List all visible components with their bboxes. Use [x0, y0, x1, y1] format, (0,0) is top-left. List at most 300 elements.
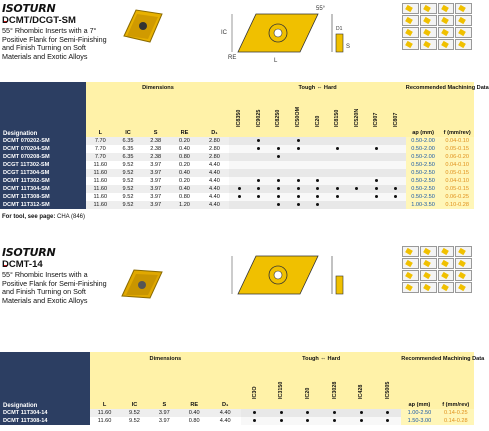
grade-cell: [288, 137, 308, 145]
dimension-cell: 4.40: [199, 161, 229, 169]
grade-cell: [386, 193, 406, 201]
grade-cell: [367, 137, 387, 145]
tool-thumb-icon[interactable]: [438, 282, 455, 293]
grade-label: IC50OM: [295, 106, 302, 127]
dim-col-header: IC: [120, 400, 150, 409]
dimension-cell: 11.60: [90, 417, 120, 425]
tool-thumb-icon[interactable]: [420, 270, 437, 281]
tool-thumb-icon[interactable]: [402, 246, 419, 257]
availability-dot-icon: [297, 179, 300, 182]
tool-thumb-icon[interactable]: [420, 39, 437, 50]
availability-dot-icon: [375, 179, 378, 182]
dim-col-header: S: [142, 128, 170, 137]
grade-label: IC807: [392, 112, 399, 127]
tool-thumb-icon[interactable]: [402, 270, 419, 281]
grade-cell: [308, 145, 328, 153]
table-row[interactable]: [0, 177, 474, 185]
f-header: f (mm/rev): [440, 128, 474, 137]
dimension-cell: 6.35: [114, 145, 142, 153]
tool-thumb-icon[interactable]: [402, 3, 419, 14]
dimension-cell: 4.40: [199, 169, 229, 177]
availability-dot-icon: [316, 203, 319, 206]
dimension-cell: 0.40: [179, 409, 209, 417]
tool-thumbnail-grid: [402, 3, 472, 50]
table-row[interactable]: [0, 169, 474, 177]
grade-cell: [375, 417, 402, 425]
grade-cell: [367, 169, 387, 177]
availability-dot-icon: [297, 147, 300, 150]
table-row[interactable]: [0, 417, 474, 425]
grade-cell: [249, 201, 269, 209]
tool-thumb-icon[interactable]: [402, 15, 419, 26]
grade-label: IC907: [373, 112, 380, 127]
grade-cell: [229, 137, 249, 145]
availability-dot-icon: [386, 411, 389, 414]
grade-cell: [288, 193, 308, 201]
table-row[interactable]: [0, 193, 474, 201]
availability-dot-icon: [316, 179, 319, 182]
ap-header: ap (mm): [401, 400, 437, 409]
dimension-cell: 3.97: [142, 177, 170, 185]
availability-dot-icon: [306, 411, 309, 414]
grade-cell: [288, 153, 308, 161]
grade-cell: [229, 177, 249, 185]
dimension-cell: 9.52: [114, 193, 142, 201]
grade-cell: [327, 193, 347, 201]
availability-dot-icon: [238, 187, 241, 190]
designation-cell: DCMT 11T304-14: [0, 409, 90, 417]
ap-value: 0.50-2.50: [406, 169, 441, 177]
dimensions-header: Dimensions: [86, 82, 229, 94]
dimension-cell: 11.60: [86, 185, 114, 193]
ap-value: 0.50-2.50: [406, 177, 441, 185]
grade-cell: [347, 145, 367, 153]
availability-dot-icon: [297, 195, 300, 198]
availability-dot-icon: [355, 187, 358, 190]
product-title: DCMT/DCGT-SM: [2, 15, 76, 26]
grade-col-spacer: [229, 128, 249, 137]
dimension-cell: 11.60: [86, 169, 114, 177]
grade-cell: [347, 201, 367, 209]
dimension-cell: 2.38: [142, 153, 170, 161]
grade-col-spacer: [386, 128, 406, 137]
grade-cell: [386, 177, 406, 185]
diagram-label-ic: IC: [221, 30, 227, 36]
availability-dot-icon: [333, 411, 336, 414]
availability-dot-icon: [306, 419, 309, 422]
dimension-cell: 2.80: [199, 137, 229, 145]
grade-cell: [321, 417, 348, 425]
grade-cell: [308, 177, 328, 185]
diagram-label-s: S: [346, 44, 351, 50]
dimension-cell: 4.40: [209, 417, 241, 425]
grade-cell: [308, 169, 328, 177]
dimension-cell: 3.97: [142, 161, 170, 169]
tool-thumb-icon[interactable]: [420, 258, 437, 269]
f-value: 0.05-0.15: [440, 169, 474, 177]
designation-cell: DCGT 11T304-SM: [0, 169, 86, 177]
availability-dot-icon: [257, 179, 260, 182]
grade-cell: [249, 177, 269, 185]
tough-hard-header: Tough ⇔ Hard: [241, 352, 401, 366]
tool-thumbnail-grid: [402, 246, 472, 293]
tool-thumb-icon[interactable]: [402, 282, 419, 293]
designation-cell: DCMT 11T304-SM: [0, 185, 86, 193]
table-row[interactable]: [0, 153, 474, 161]
designation-cell: DCMT 070208-SM: [0, 153, 86, 161]
dimension-cell: 0.80: [170, 193, 200, 201]
designation-cell: DCGT 11T302-SM: [0, 161, 86, 169]
grade-cell: [327, 137, 347, 145]
availability-dot-icon: [394, 187, 397, 190]
ap-value: 0.50-2.50: [406, 185, 441, 193]
grade-cell: [268, 417, 295, 425]
grade-col-spacer: [295, 400, 322, 409]
grade-cell: [308, 185, 328, 193]
table-row[interactable]: [0, 185, 474, 193]
iscar-brand-logo: ISOTURN: [2, 2, 58, 14]
grade-cell: [367, 161, 387, 169]
designation-cell: DCMT 11T308-14: [0, 417, 90, 425]
grade-header: [269, 94, 289, 128]
dimension-cell: 3.97: [142, 193, 170, 201]
grade-cell: [249, 185, 269, 193]
table-row[interactable]: [0, 201, 474, 209]
dimension-cell: 2.80: [199, 145, 229, 153]
grade-label: IC3150: [278, 381, 285, 399]
ap-value: 1.50-3.00: [401, 417, 437, 425]
recommended-header: Recommended Machining Data: [406, 82, 474, 94]
dimension-cell: 0.20: [170, 177, 200, 185]
availability-dot-icon: [297, 139, 300, 142]
dimension-cell: 11.60: [86, 193, 114, 201]
availability-dot-icon: [375, 187, 378, 190]
f-value: 0.05-0.15: [440, 185, 474, 193]
dimension-cell: 0.40: [170, 145, 200, 153]
grade-cell: [249, 169, 269, 177]
tool-thumb-icon[interactable]: [438, 27, 455, 38]
tool-thumb-icon[interactable]: [438, 3, 455, 14]
grade-cell: [347, 169, 367, 177]
designation-cell: DCMT 070202-SM: [0, 137, 86, 145]
tool-thumb-icon[interactable]: [438, 15, 455, 26]
tool-thumb-icon[interactable]: [455, 3, 472, 14]
grade-cell: [269, 153, 289, 161]
availability-dot-icon: [257, 187, 260, 190]
grade-label: IC5005: [384, 381, 391, 399]
f-value: 0.04-0.10: [440, 161, 474, 169]
rec-spacer: [401, 366, 474, 400]
grade-col-spacer: [288, 128, 308, 137]
designation-cell: DCMT 11T312-SM: [0, 201, 86, 209]
dimension-cell: 4.40: [199, 201, 229, 209]
grade-cell: [229, 153, 249, 161]
grade-col-spacer: [327, 128, 347, 137]
tool-thumb-icon[interactable]: [455, 39, 472, 50]
spec-table-dcmt-sm: [0, 82, 489, 209]
dimension-cell: 3.97: [142, 169, 170, 177]
grade-cell: [295, 417, 322, 425]
dimension-cell: 1.20: [170, 201, 200, 209]
recommended-header: Recommended Machining Data: [401, 352, 474, 366]
tool-reference-note: For tool, see page: CHA (846): [2, 214, 86, 220]
grade-header: [288, 94, 308, 128]
grade-cell: [367, 193, 387, 201]
dimensions-header: Dimensions: [90, 352, 242, 366]
ap-value: 0.50-2.00: [406, 153, 441, 161]
table-row[interactable]: [0, 409, 474, 417]
dimension-cell: 7.70: [86, 145, 114, 153]
dimension-cell: 3.97: [149, 417, 179, 425]
grade-cell: [269, 185, 289, 193]
dim-col-header: D₁: [209, 400, 241, 409]
grade-cell: [288, 161, 308, 169]
availability-dot-icon: [277, 203, 280, 206]
availability-dot-icon: [360, 411, 363, 414]
dim-col-header: L: [86, 128, 114, 137]
grade-cell: [347, 185, 367, 193]
grade-cell: [327, 153, 347, 161]
ap-value: 0.50-2.00: [406, 145, 441, 153]
availability-dot-icon: [257, 195, 260, 198]
grade-label: IC3O: [251, 386, 258, 399]
grade-cell: [386, 137, 406, 145]
grade-label: IC428: [358, 384, 365, 399]
f-value: 0.04-0.10: [440, 177, 474, 185]
grade-cell: [288, 145, 308, 153]
ap-value: 0.50-2.00: [406, 137, 441, 145]
grade-cell: [241, 417, 268, 425]
availability-dot-icon: [386, 419, 389, 422]
grade-cell: [347, 137, 367, 145]
grade-header: [241, 366, 268, 400]
grade-cell: [348, 417, 375, 425]
tool-thumb-icon[interactable]: [455, 270, 472, 281]
dimension-cell: 3.97: [149, 409, 179, 417]
grade-header: [249, 94, 269, 128]
grade-cell: [308, 161, 328, 169]
tool-thumb-icon[interactable]: [420, 15, 437, 26]
grade-cell: [327, 177, 347, 185]
grade-col-spacer: [241, 400, 268, 409]
tool-thumb-icon[interactable]: [402, 27, 419, 38]
availability-dot-icon: [336, 195, 339, 198]
tool-thumb-icon[interactable]: [420, 246, 437, 257]
grade-label: IC20: [314, 115, 321, 127]
grade-cell: [367, 185, 387, 193]
availability-dot-icon: [277, 187, 280, 190]
grade-cell: [367, 145, 387, 153]
grade-header: [347, 94, 367, 128]
dimension-cell: 4.40: [209, 409, 241, 417]
grade-header: [229, 94, 249, 128]
dimension-cell: 0.20: [170, 137, 200, 145]
dimension-cell: 7.70: [86, 153, 114, 161]
table-row[interactable]: [0, 137, 474, 145]
grade-cell: [367, 153, 387, 161]
grade-cell: [229, 185, 249, 193]
dimension-cell: 0.80: [179, 417, 209, 425]
insert-dimension-diagram: [218, 4, 360, 64]
grade-cell: [347, 193, 367, 201]
tool-thumb-icon[interactable]: [402, 39, 419, 50]
tool-thumb-icon[interactable]: [438, 270, 455, 281]
availability-dot-icon: [277, 179, 280, 182]
availability-dot-icon: [238, 195, 241, 198]
grade-header: [367, 94, 387, 128]
availability-dot-icon: [316, 195, 319, 198]
diagram-label-l: L: [274, 58, 278, 64]
dimension-cell: 0.40: [170, 185, 200, 193]
grade-cell: [288, 201, 308, 209]
grade-cell: [269, 169, 289, 177]
tool-thumb-icon[interactable]: [455, 15, 472, 26]
insert-dimension-diagram: [218, 246, 360, 306]
grade-cell: [288, 169, 308, 177]
dimension-cell: 2.38: [142, 137, 170, 145]
tool-thumb-icon[interactable]: [455, 282, 472, 293]
grade-cell: [386, 161, 406, 169]
grade-cell: [386, 201, 406, 209]
insert-photo-icon: [118, 264, 166, 304]
grade-cell: [269, 161, 289, 169]
grade-header: [386, 94, 406, 128]
dim-col-header: D₁: [199, 128, 229, 137]
dimension-cell: 9.52: [114, 201, 142, 209]
availability-dot-icon: [280, 419, 283, 422]
product-description: 55° Rhombic Inserts with a Positive Flank for Semi-Finishing and Finish Turning on Soft Materials and Exotic Alloys: [2, 270, 107, 305]
product-description: 55° Rhombic Inserts with a 7° Positive Flank for Semi-Finishing and Finish Turning on Soft Materials and Exotic Alloys: [2, 26, 107, 61]
tool-thumb-icon[interactable]: [438, 246, 455, 257]
product-section-dcmt-14: [0, 244, 485, 431]
dimension-cell: 9.52: [114, 161, 142, 169]
tool-thumb-icon[interactable]: [455, 27, 472, 38]
dimension-cell: 9.52: [120, 409, 150, 417]
dimension-cell: 9.52: [114, 169, 142, 177]
grade-cell: [229, 145, 249, 153]
grade-cell: [386, 145, 406, 153]
f-header: f (mm/rev): [438, 400, 474, 409]
grade-header: [327, 94, 347, 128]
grade-col-spacer: [249, 128, 269, 137]
availability-dot-icon: [297, 187, 300, 190]
table-row[interactable]: [0, 161, 474, 169]
grade-label: IC3028: [331, 381, 338, 399]
grade-cell: [295, 409, 322, 417]
grade-header: [375, 366, 402, 400]
grade-cell: [347, 153, 367, 161]
grade-label: IC520N: [353, 108, 360, 127]
grade-col-spacer: [348, 400, 375, 409]
tool-thumb-icon[interactable]: [455, 246, 472, 257]
tool-thumb-icon[interactable]: [438, 258, 455, 269]
grade-cell: [386, 153, 406, 161]
grade-cell: [327, 161, 347, 169]
dimension-cell: 4.40: [199, 177, 229, 185]
tool-thumb-icon[interactable]: [438, 39, 455, 50]
grade-cell: [327, 201, 347, 209]
tool-thumb-icon[interactable]: [420, 27, 437, 38]
grade-col-spacer: [269, 128, 289, 137]
availability-dot-icon: [253, 419, 256, 422]
dimension-cell: 11.60: [86, 161, 114, 169]
designation-cell: DCMT 11T302-SM: [0, 177, 86, 185]
availability-dot-icon: [375, 147, 378, 150]
f-value: 0.04-0.10: [440, 137, 474, 145]
grade-cell: [308, 153, 328, 161]
tool-thumb-icon[interactable]: [420, 282, 437, 293]
dimension-cell: 11.60: [90, 409, 120, 417]
ap-value: 1.00-3.50: [406, 201, 441, 209]
grade-cell: [347, 161, 367, 169]
availability-dot-icon: [257, 147, 260, 150]
availability-dot-icon: [280, 411, 283, 414]
dim-col-header: L: [90, 400, 120, 409]
grade-cell: [249, 137, 269, 145]
availability-dot-icon: [336, 147, 339, 150]
dimension-cell: 4.40: [199, 185, 229, 193]
availability-dot-icon: [253, 411, 256, 414]
f-value: 0.06-0.25: [440, 193, 474, 201]
availability-dot-icon: [333, 419, 336, 422]
grade-cell: [229, 169, 249, 177]
availability-dot-icon: [360, 419, 363, 422]
tool-thumb-icon[interactable]: [402, 258, 419, 269]
ap-header: ap (mm): [406, 128, 441, 137]
availability-dot-icon: [394, 195, 397, 198]
grade-cell: [249, 145, 269, 153]
diagram-label-angle: 55°: [316, 6, 326, 12]
grade-cell: [249, 161, 269, 169]
grade-cell: [386, 185, 406, 193]
tool-thumb-icon[interactable]: [455, 258, 472, 269]
dimension-cell: 0.80: [170, 153, 200, 161]
availability-dot-icon: [257, 139, 260, 142]
grade-col-spacer: [375, 400, 402, 409]
grade-cell: [269, 145, 289, 153]
dimension-cell: 4.40: [199, 193, 229, 201]
availability-dot-icon: [277, 147, 280, 150]
grade-header: [348, 366, 375, 400]
dimension-cell: 9.52: [114, 177, 142, 185]
dimension-cell: 3.97: [142, 201, 170, 209]
grade-header: [308, 94, 328, 128]
availability-dot-icon: [297, 203, 300, 206]
grade-cell: [249, 193, 269, 201]
ap-value: 0.50-2.50: [406, 161, 441, 169]
grade-cell: [288, 185, 308, 193]
designation-cell: DCMT 070204-SM: [0, 145, 86, 153]
grade-cell: [347, 177, 367, 185]
dim-col-header: S: [149, 400, 179, 409]
f-value: 0.10-0.28: [440, 201, 474, 209]
dimension-cell: 2.38: [142, 145, 170, 153]
grade-col-spacer: [347, 128, 367, 137]
grade-cell: [308, 137, 328, 145]
table-row[interactable]: [0, 145, 474, 153]
grade-cell: [327, 169, 347, 177]
dimension-cell: 0.20: [170, 161, 200, 169]
diagram-label-re: RE: [228, 55, 237, 61]
tool-thumb-icon[interactable]: [420, 3, 437, 14]
availability-dot-icon: [277, 155, 280, 158]
grade-cell: [327, 185, 347, 193]
f-value: 0.06-0.20: [440, 153, 474, 161]
rec-spacer: [406, 94, 474, 128]
availability-dot-icon: [277, 195, 280, 198]
grade-cell: [367, 201, 387, 209]
grade-cell: [367, 177, 387, 185]
